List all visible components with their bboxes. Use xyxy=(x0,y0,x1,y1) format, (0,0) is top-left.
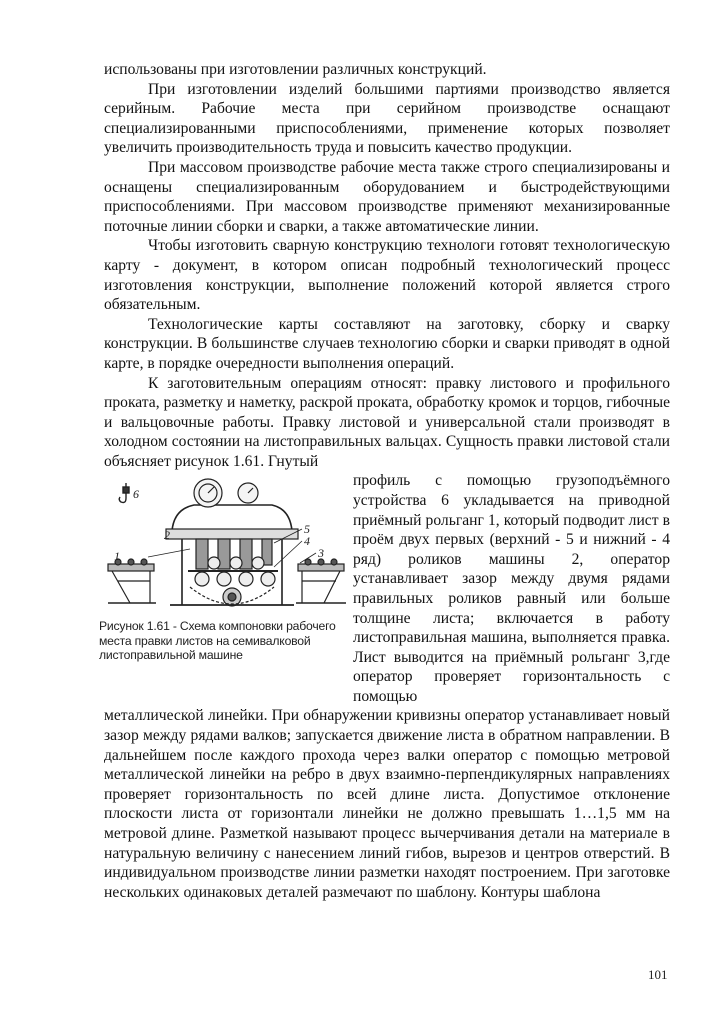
label-4: 4 xyxy=(304,534,310,549)
paragraph-continued: использованы при изготовлении различных конструкций. xyxy=(104,61,487,78)
figure-caption: Рисунок 1.61 - Схема компоновки рабочего места правки листов на семивалковой листоправильной машине xyxy=(99,619,336,662)
paragraph-preparatory-operations: К заготовительным операциям относят: правку листового и профильного проката, разметку и наметку, раскрой проката, обработку кромок и торцов, гибочные и вальцовочные работы. Правку листовой и универсальной стали производят в холодном состоянии на листоправильных вальцах. Сущность правки листовой стали объясняет рисунок 1.61. Гнутый xyxy=(104,374,670,470)
paragraph-serial-production: При изготовлении изделий большими партиями производство является серийным. Рабочие места при серийном производстве оснащают специализированными приспособлениями, применение которых позволяет увеличить производительность труда и повысить качество продукции. xyxy=(104,80,670,157)
paragraph-technological-card: Чтобы изготовить сварную конструкцию технологи готовят технологическую карту - документ, в котором описан подробный технологический процесс изготовления конструкции, выполнение положений которой является строго обязательным. xyxy=(104,237,670,314)
body-text xyxy=(99,60,670,902)
paragraph-after-figure: металлической линейки. При обнаружении кривизны оператор устанавливает новый зазор между рядами валков; запускается движение листа в обратном направлении. В дальнейшем после каждого прохода через валки оператор с помощью метровой металлической линейки на ребро в двух взаимно-перпендикулярных направлениях проверяет горизонтальность по всей длине листа. Допустимое отклонение плоскости листа от горизонтали линейки не должно превышать 1…1,5 мм на метровой длине. Разметкой называют процесс вычерчивания детали на материале в натуральную величину с нанесением линий гибов, вырезов и центров отверстий. В индивидуальном производстве линии разметки находят построением. При заготовке нескольких одинаковых деталей размечают по шаблону. Контуры шаблона xyxy=(104,707,670,901)
label-3: 3 xyxy=(318,546,324,561)
label-5: 5 xyxy=(304,522,310,537)
paragraph-mass-production: При массовом производстве рабочие места также строго специализированы и оснащены специализированным оборудованием и быстродействующими приспособлениями. При массовом производстве применяют механизированные поточные линии сборки и сварки, а также автоматические линии. xyxy=(104,158,670,235)
paragraph-technological-cards-types: Технологические карты составляют на заготовку, сборку и сварку конструкции. В большинстве случаев технологию сборки и сварки приводят в одной карте, в порядке очередности выполнения операций. xyxy=(104,315,670,372)
label-1: 1 xyxy=(114,549,120,564)
figure-1-61 xyxy=(99,471,350,706)
left-roller-table xyxy=(108,559,156,603)
paragraph-wrap-text: профиль с помощью грузоподъёмного устройства 6 укладывается на приводной приёмный рольганг 1, который подводит лист в проём двух первых (верхний - 5 и нижний - 4 ряд) роликов машины 2, оператор устанавливает зазор между двумя рядами правильных роликов равный или больше толщине листа; включается в работу листоправильная машина, выполняется правка. Лист выводится на приёмный рольганг 3,где оператор проверяет горизонтальность с помощью xyxy=(353,472,670,705)
crane-hook-icon xyxy=(119,483,129,503)
wrap-text-column xyxy=(353,471,670,706)
label-6: 6 xyxy=(133,487,139,502)
right-roller-table xyxy=(296,559,346,603)
straightening-machine-diagram xyxy=(104,471,350,621)
label-2: 2 xyxy=(164,528,170,543)
page-number: 101 xyxy=(648,967,668,982)
figure-wrap-block xyxy=(99,471,670,706)
